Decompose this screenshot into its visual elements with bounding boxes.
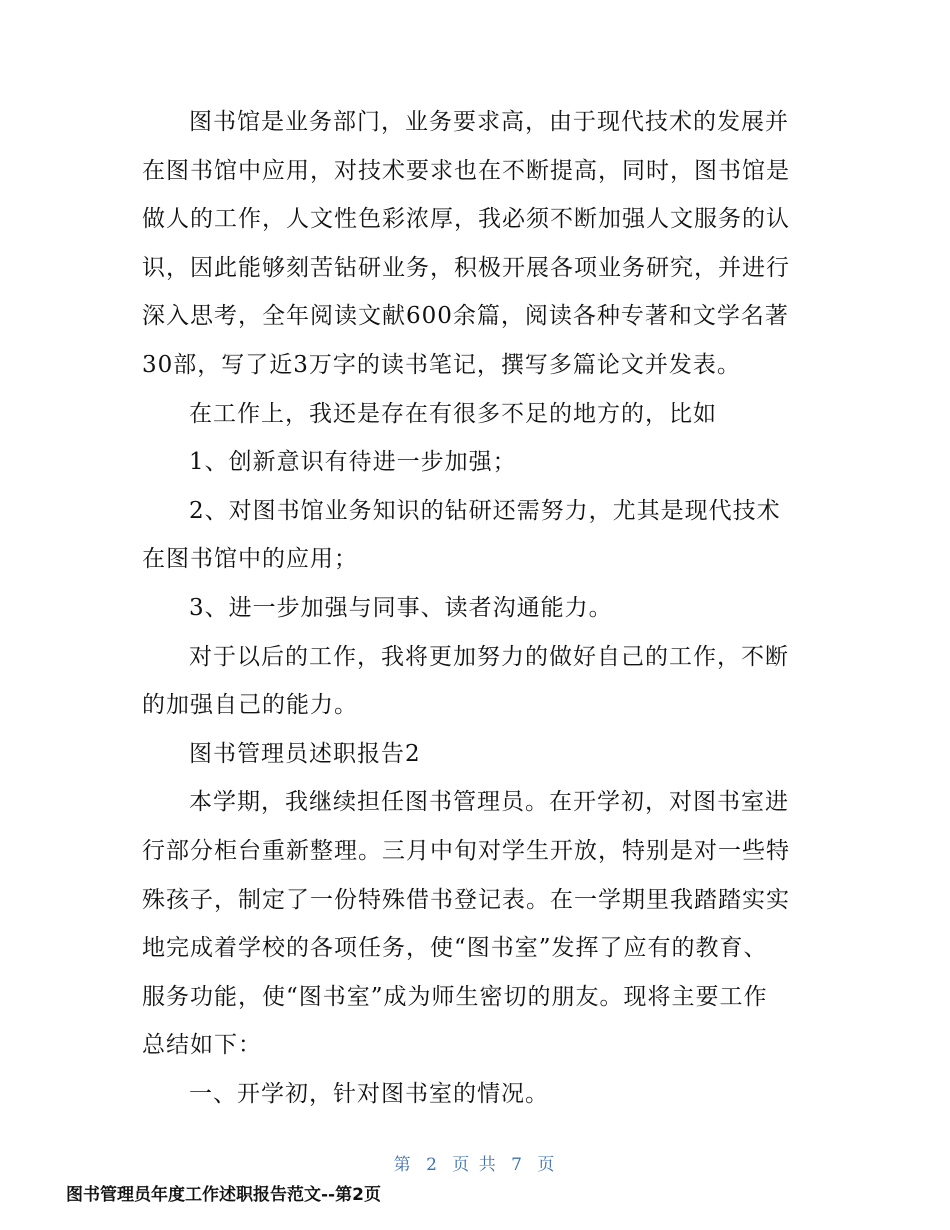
text-line: 做人的工作，人文性色彩浓厚，我必须不断加强人文服务的认 xyxy=(142,206,790,233)
text-line: 识，因此能够刻苦钻研业务，积极开展各项业务研究，并进行 xyxy=(142,254,790,281)
page-number xyxy=(0,1150,950,1175)
page-number-total: 7 xyxy=(511,1155,524,1175)
text-line: 2、对图书馆业务知识的钻研还需努力，尤其是现代技术 xyxy=(189,497,781,524)
footer-caption: 图书管理员年度工作述职报告范文--第2页 xyxy=(66,1185,381,1205)
text-line: 深入思考，全年阅读文献600余篇，阅读各种专著和文学名著 xyxy=(142,303,789,330)
text-line: 的加强自己的能力。 xyxy=(142,692,358,719)
text-line: 3、进一步加强与同事、读者沟通能力。 xyxy=(189,594,613,621)
text-line: 1、创新意识有待进一步加强； xyxy=(189,449,517,476)
text-line: 对于以后的工作，我将更加努力的做好自己的工作，不断 xyxy=(189,643,789,670)
page-number-middle: 页 共 xyxy=(452,1155,498,1175)
text-line: 地完成着学校的各项任务，使“图书室”发挥了应有的教育、 xyxy=(142,935,768,962)
text-line: 在图书馆中应用，对技术要求也在不断提高，同时，图书馆是 xyxy=(142,157,790,184)
text-line: 一、开学初，针对图书室的情况。 xyxy=(189,1080,549,1107)
text-line: 图书管理员述职报告2 xyxy=(189,740,421,767)
text-line: 30部，写了近3万字的读书笔记，撰写多篇论文并发表。 xyxy=(142,351,741,378)
page-number-suffix: 页 xyxy=(537,1155,557,1175)
page-number-current: 2 xyxy=(426,1155,439,1175)
text-line: 在工作上，我还是存在有很多不足的地方的，比如 xyxy=(189,400,717,427)
text-line: 图书馆是业务部门，业务要求高，由于现代技术的发展并 xyxy=(189,109,789,135)
document-body xyxy=(142,98,814,1118)
text-line: 行部分柜台重新整理。三月中旬对学生开放，特别是对一些特 xyxy=(142,837,790,864)
page-number-prefix: 第 xyxy=(393,1155,413,1175)
text-line: 总结如下： xyxy=(142,1032,262,1059)
text-line: 服务功能，使“图书室”成为师生密切的朋友。现将主要工作 xyxy=(142,983,768,1010)
text-line: 本学期，我继续担任图书管理员。在开学初，对图书室进 xyxy=(189,789,789,816)
text-line: 殊孩子，制定了一份特殊借书登记表。在一学期里我踏踏实实 xyxy=(142,886,790,913)
text-line: 在图书馆中的应用； xyxy=(142,546,358,573)
